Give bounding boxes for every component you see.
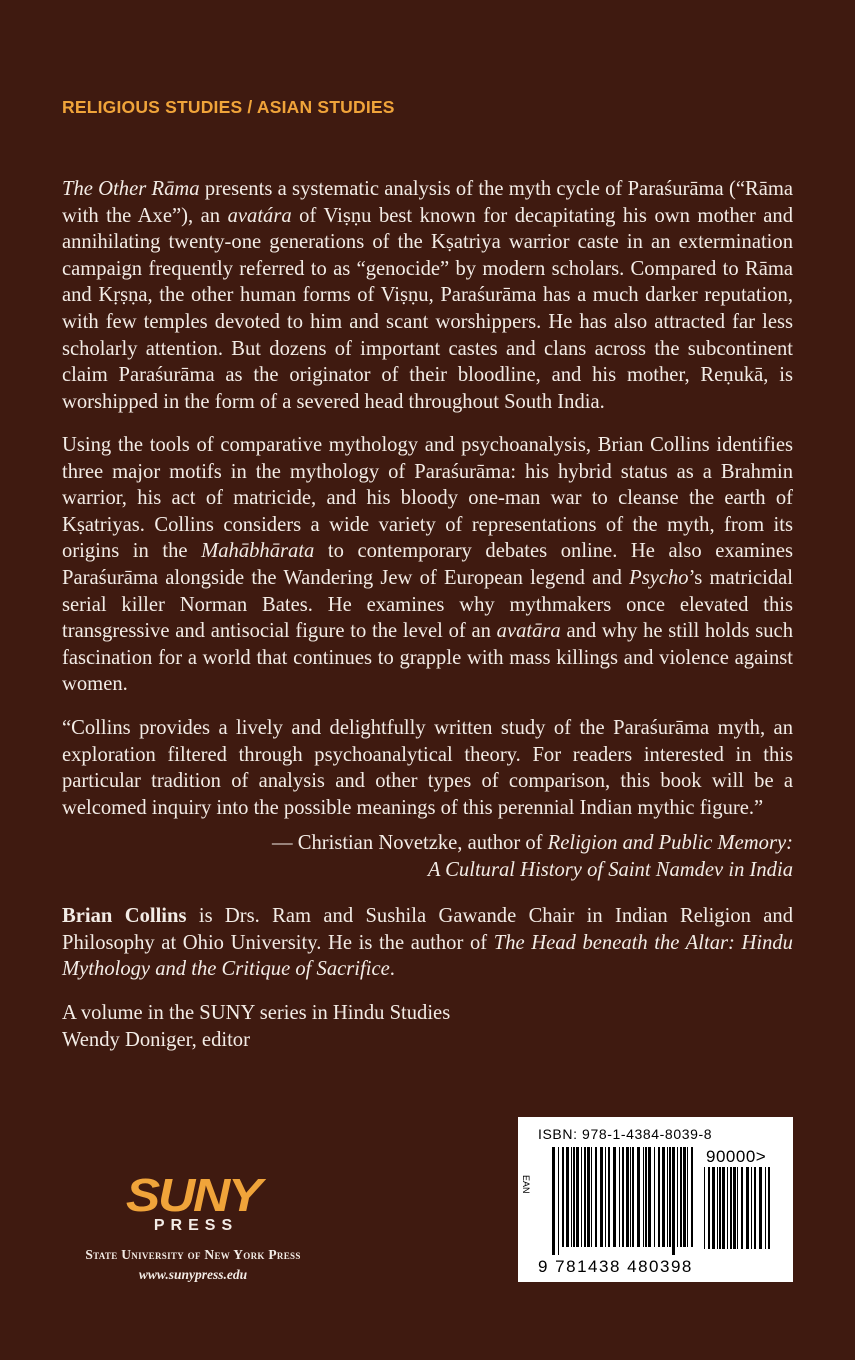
italic-term: avatára <box>227 204 292 227</box>
barcode-bar <box>605 1147 606 1247</box>
text-span: . <box>389 958 395 981</box>
publisher-name: State University of New York Press <box>85 1247 301 1262</box>
text-span: ’s matricidal serial killer Norman Bates. He examines why mythmakers once elevated this transgressive and antisocial figure to the level of an <box>62 566 793 643</box>
barcode-bar <box>600 1147 603 1247</box>
text-span: to contemporary debates online. He also examines Paraśurāma alongside the Wandering Jew of European legend and <box>62 540 793 589</box>
barcode-bar <box>632 1147 634 1247</box>
barcode-bar <box>669 1147 671 1247</box>
barcode-bar <box>630 1147 631 1247</box>
text-span: Using the tools of comparative mythology and psychoanalysis, Brian Collins identifies three major motifs in the mythology of Paraśurāma: his hybrid status as a Brahmin warrior, his act of matricide, and his bloody one-man war to cleanse the earth of Kṣatriyas. Collins considers a wide variety of representations of the myth, from its origins in the <box>62 434 793 563</box>
barcode-bar <box>722 1167 725 1249</box>
barcode-bar <box>727 1167 728 1249</box>
barcode-bar <box>759 1167 762 1249</box>
text-span: presents a systematic analysis of the myth cycle of Paraśurāma (“Rāma with the Axe”), an <box>62 178 793 227</box>
barcode-bar <box>591 1147 592 1247</box>
barcode-bar <box>608 1147 610 1247</box>
category-label: RELIGIOUS STUDIES / ASIAN STUDIES <box>62 97 395 117</box>
barcode-bar <box>730 1167 732 1249</box>
barcode-bar <box>587 1147 590 1247</box>
suny-press-logo <box>62 1169 324 1283</box>
barcode-bar <box>746 1167 749 1249</box>
barcode-bar <box>672 1147 675 1255</box>
italic-term: Psycho <box>629 566 689 589</box>
barcode-bar <box>648 1147 651 1247</box>
logo-suny-text: SUNY <box>125 1169 261 1221</box>
author-bio <box>62 903 793 983</box>
attribution-book-line1: Religion and Public Memory: <box>547 832 793 854</box>
publisher-url: www.sunypress.edu <box>138 1267 248 1282</box>
book-title: The Other Rāma <box>62 178 200 200</box>
barcode-bar <box>677 1147 678 1247</box>
barcode-bar <box>658 1147 660 1247</box>
description-paragraph-1 <box>62 176 793 415</box>
series-info <box>62 1000 450 1053</box>
barcode-bar <box>712 1167 715 1249</box>
barcode-bar <box>737 1167 738 1249</box>
italic-term: avatāra <box>496 620 561 643</box>
author-book-title: The Head beneath the Altar: Hindu Mythology and the Critique of Sacrifice <box>62 931 793 981</box>
barcode-main-bars <box>552 1147 698 1257</box>
endorsement-quote: “Collins provides a lively and delightfully written study of the Paraśurāma myth, an exploration filtered through psychoanalytical theory. For readers interested in this particular tradition of analysis and other types of comparison, this book will be a welcomed inquiry into the possible meanings of this perennial Indian mythic figure.” <box>62 717 793 819</box>
barcode-addon-bars <box>704 1167 774 1257</box>
barcode-bar <box>576 1147 579 1247</box>
barcode-bar <box>741 1167 743 1249</box>
barcode-bar <box>768 1167 770 1249</box>
barcode-bar <box>552 1147 555 1255</box>
barcode-bar <box>662 1147 665 1247</box>
barcode-bar <box>719 1167 721 1249</box>
barcode-bar <box>645 1147 647 1247</box>
barcode-bar <box>626 1147 629 1247</box>
series-line2: Wendy Doniger, editor <box>62 1028 250 1051</box>
barcode-bar <box>654 1147 655 1247</box>
barcode-bar <box>680 1147 682 1247</box>
barcode-bar <box>687 1147 688 1247</box>
barcode-bar <box>691 1147 693 1247</box>
barcode-bar <box>708 1167 710 1249</box>
barcode-bar <box>581 1147 582 1247</box>
barcode-bar <box>751 1167 752 1249</box>
attribution-book-line2: A Cultural History of Saint Namdev in India <box>427 858 793 881</box>
barcode-digits: 9 781438 480398 <box>538 1257 693 1276</box>
italic-term: Mahābhārata <box>201 540 315 563</box>
price-code: 90000> <box>706 1147 767 1166</box>
text-span: of Viṣṇu best known for decapitating his own mother and annihilating twenty-one generations of the Kṣatriya warrior caste in an extermination campaign frequently referred to as “genocide” by modern scholars. Compared to Rāma and Kṛṣṇa, the other human forms of Viṣṇu, Paraśurāma has a much darker reputation, with few temples devoted to him and scant worshippers. He has also attracted far less scholarly attention. But dozens of important castes and clans across the subcontinent claim Paraśurāma as the originator of their bloodline, and his mother, Reṇukā, is worshipped in the form of a severed head throughout South India. <box>62 204 793 413</box>
ean-label: EAN <box>521 1175 531 1194</box>
endorsement-attribution <box>62 830 793 883</box>
barcode-bar <box>571 1147 572 1247</box>
barcode-bar <box>754 1167 756 1249</box>
barcode-bar <box>667 1147 668 1247</box>
barcode-bar <box>562 1147 564 1247</box>
description-paragraph-2 <box>62 432 793 698</box>
barcode-bar <box>573 1147 575 1247</box>
barcode-bar <box>584 1147 586 1247</box>
author-name: Brian Collins <box>62 905 187 927</box>
barcode-box <box>518 1117 793 1282</box>
barcode-bar <box>637 1147 640 1247</box>
text-span: is Drs. Ram and Sushila Gawande Chair in Indian Religion and Philosophy at Ohio University. He is the author of <box>62 905 793 954</box>
barcode-bar <box>619 1147 620 1247</box>
price-code-value: 90000 <box>706 1147 756 1166</box>
barcode-bar <box>733 1167 736 1249</box>
isbn-label: ISBN: 978-1-4384-8039-8 <box>538 1126 713 1142</box>
barcode-bar <box>643 1147 644 1247</box>
barcode-bar <box>622 1147 624 1247</box>
series-line1: A volume in the SUNY series in Hindu Studies <box>62 1002 451 1024</box>
text-span: and why he still holds such fascination for a world that continues to grapple with mass killings and violence against women. <box>62 620 793 696</box>
barcode-bar <box>566 1147 569 1247</box>
barcode-bar <box>704 1167 705 1249</box>
attribution-author: — Christian Novetzke, author of <box>271 832 548 854</box>
barcode-bar <box>683 1147 686 1247</box>
barcode-bar <box>595 1147 597 1247</box>
barcode-bar <box>613 1147 616 1247</box>
logo-press-text: PRESS <box>153 1217 239 1234</box>
barcode-bar <box>765 1167 766 1249</box>
barcode-bar <box>558 1147 559 1255</box>
barcode-bar <box>717 1167 718 1249</box>
